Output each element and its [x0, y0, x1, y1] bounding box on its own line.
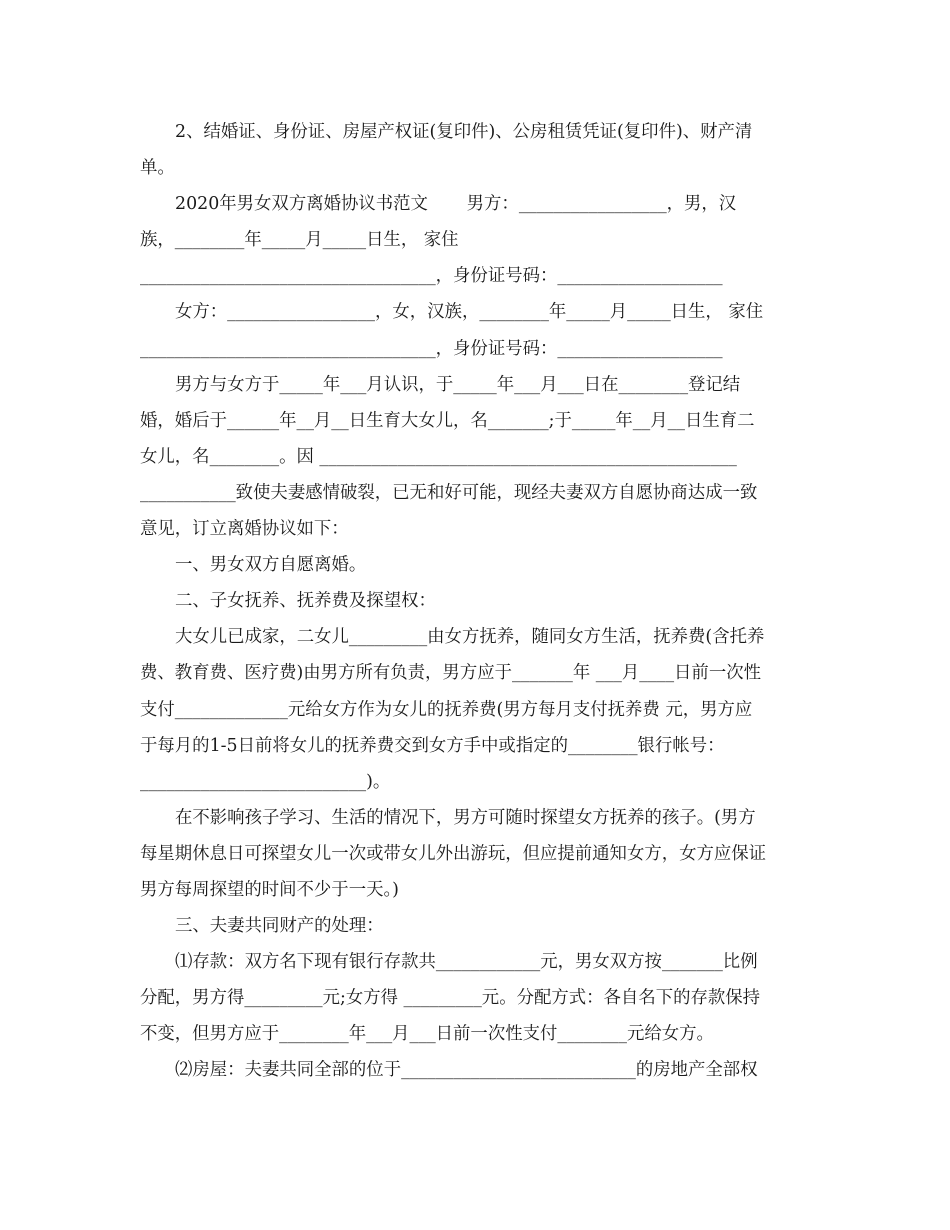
text-line: __________________________________，身份证号码：___________________ [140, 338, 723, 359]
text-line: 女方：_________________，女，汉族，________年_____月_____日生， 家住 [175, 302, 764, 323]
text-line: 支付_____________元给女方作为女儿的抚养费(男方每月支付抚养费 元，男方应 [140, 699, 753, 720]
text-line: 分配，男方得_________元;女方得 _________元。分配方式：各自名下的存款保持 [140, 988, 761, 1009]
text-line: ___________致使夫妻感情破裂，已无和好可能，现经夫妻双方自愿协商达成一致 [140, 482, 758, 503]
document-body [140, 114, 812, 1089]
text-line: 男方每周探望的时间不少于一天。) [140, 879, 399, 900]
text-line: 族，________年_____月_____日生， 家住 [140, 230, 459, 251]
text-line: 女儿，名________。因 ________________________________________________ [140, 446, 737, 467]
text-line: 男方与女方于_____年___月认识，于_____年___月___日在________登记结 [175, 374, 741, 395]
text-line: 2、结婚证、身份证、房屋产权证(复印件)、公房租赁凭证(复印件)、财产清 [175, 122, 753, 142]
section-heading: 一、男女双方自愿离婚。 [175, 555, 367, 576]
text-line: 婚，婚后于______年__月__日生育大女儿，名_______;于_____年__月__日生育二 [140, 410, 755, 431]
text-line: 不变，但男方应于________年___月___日前一次性支付________元给女方。 [140, 1024, 714, 1045]
text-line: ⑵房屋：夫妻共同全部的位于___________________________的房地产全部权 [175, 1060, 758, 1081]
text-line: 费、教育费、医疗费)由男方所有负责，男方应于_______年 ___月____日前一次性 [140, 663, 761, 684]
text-line: 在不影响孩子学习、生活的情况下，男方可随时探望女方抚养的孩子。(男方 [175, 807, 756, 828]
text-line: ⑴存款：双方名下现有银行存款共____________元，男女双方按_______比例 [175, 952, 758, 973]
section-heading: 二、子女抚养、抚养费及探望权： [175, 591, 436, 612]
text-line: 大女儿已成家，二女儿_________由女方抚养，随同女方生活，抚养费(含托养 [175, 627, 765, 648]
section-heading: 三、夫妻共同财产的处理： [175, 916, 384, 937]
text-line: 每星期休息日可探望女儿一次或带女儿外出游玩，但应提前通知女方，女方应保证 [140, 843, 767, 864]
text-line: 于每月的1-5日前将女儿的抚养费交到女方手中或指定的________银行帐号： [140, 735, 725, 756]
text-line: 单。 [140, 158, 175, 179]
text-line: __________________________________，身份证号码：___________________ [140, 266, 723, 287]
text-line: 意见，订立离婚协议如下： [140, 519, 349, 540]
text-line: 2020年男女双方离婚协议书范文 男方：_________________，男，汉 [175, 194, 737, 215]
text-line: __________________________)。 [140, 771, 391, 792]
